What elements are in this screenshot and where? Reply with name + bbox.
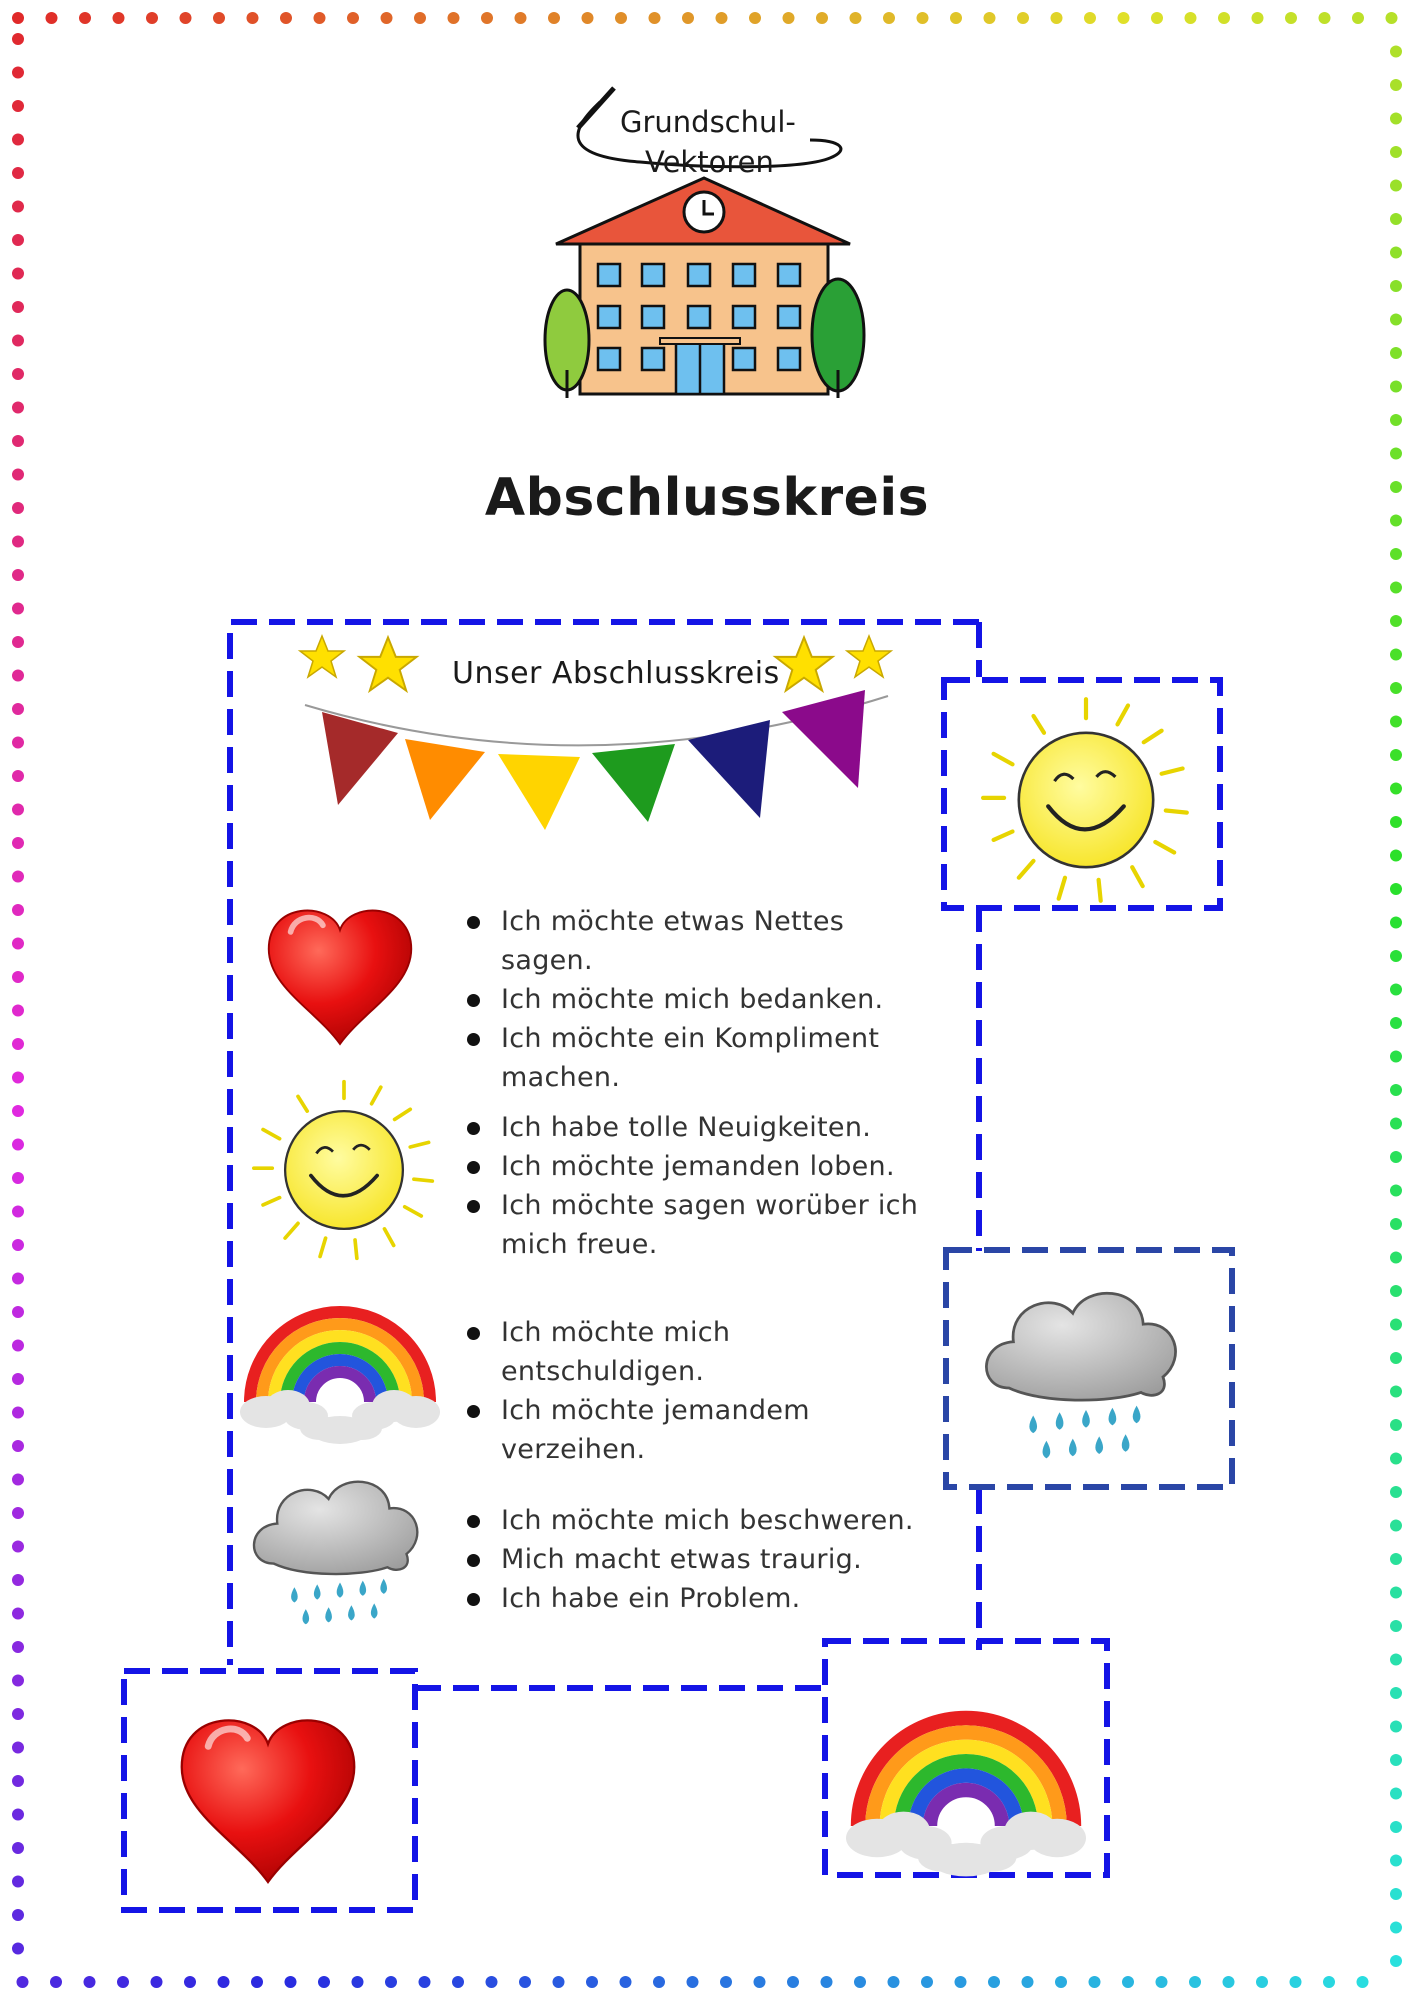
border-dot	[586, 1976, 598, 1988]
border-dot	[1390, 1587, 1402, 1599]
border-dot	[1084, 12, 1096, 24]
border-dot	[1323, 1976, 1335, 1988]
border-dot	[1390, 950, 1402, 962]
border-dot	[84, 1976, 96, 1988]
border-dot	[385, 1976, 397, 1988]
border-dot	[620, 1976, 632, 1988]
border-dot	[582, 12, 594, 24]
card-title: Unser Abschlusskreis	[452, 656, 780, 691]
border-dot	[12, 402, 24, 414]
border-dot	[146, 12, 158, 24]
border-dot	[519, 1976, 531, 1988]
border-dot	[12, 1440, 24, 1452]
border-dot	[649, 12, 661, 24]
border-dot	[1218, 12, 1230, 24]
list-item: Ich möchte etwas Nettes sagen.	[467, 902, 937, 980]
border-dot	[1390, 984, 1402, 996]
border-dot	[12, 1943, 24, 1955]
border-dot	[1185, 12, 1197, 24]
border-dot	[1017, 12, 1029, 24]
border-dot	[12, 1273, 24, 1285]
border-dot	[615, 12, 627, 24]
border-dot	[1256, 1976, 1268, 1988]
border-dot	[1051, 12, 1063, 24]
border-dot	[17, 1976, 29, 1988]
border-dot	[888, 1976, 900, 1988]
border-dot	[1390, 548, 1402, 560]
border-dot	[653, 1976, 665, 1988]
border-dot	[1223, 1976, 1235, 1988]
border-dot	[955, 1976, 967, 1988]
border-dot	[1390, 1620, 1402, 1632]
border-dot	[1386, 12, 1398, 24]
border-dot	[950, 12, 962, 24]
border-dot	[1390, 1453, 1402, 1465]
border-dot	[921, 1976, 933, 1988]
border-dot	[1390, 1754, 1402, 1766]
pennant-flag	[592, 744, 675, 822]
border-dot	[1122, 1976, 1134, 1988]
border-dot	[1390, 1553, 1402, 1565]
pennant-flag	[782, 690, 865, 788]
border-dot	[1390, 682, 1402, 694]
border-dot	[1390, 247, 1402, 259]
border-dot	[50, 1976, 62, 1988]
border-dot	[12, 12, 24, 24]
border-dot	[1390, 448, 1402, 460]
border-dot	[12, 1373, 24, 1385]
star-icon	[300, 636, 344, 677]
border-dot	[12, 1239, 24, 1251]
list-item: Ich möchte sagen worüber ich mich freue.	[467, 1186, 937, 1264]
list-item: Ich habe ein Problem.	[467, 1579, 937, 1618]
border-dot	[247, 12, 259, 24]
border-dot	[1390, 917, 1402, 929]
border-dot	[12, 1775, 24, 1787]
border-dot	[1390, 1821, 1402, 1833]
border-dot	[12, 301, 24, 313]
heart-icon	[182, 1720, 355, 1882]
border-dot	[1390, 146, 1402, 158]
border-dot	[749, 12, 761, 24]
border-dot	[1390, 46, 1402, 58]
border-dot	[12, 100, 24, 112]
list-item: Ich möchte ein Kompliment machen.	[467, 1019, 937, 1097]
border-dot	[486, 1976, 498, 1988]
border-dot	[821, 1976, 833, 1988]
border-dot	[151, 1976, 163, 1988]
border-dot	[12, 134, 24, 146]
border-dot	[12, 1909, 24, 1921]
border-dot	[988, 1976, 1000, 1988]
border-dot	[12, 1574, 24, 1586]
border-dot	[12, 904, 24, 916]
border-dot	[854, 1976, 866, 1988]
border-dot	[184, 1976, 196, 1988]
border-dot	[1390, 1185, 1402, 1197]
border-dot	[1151, 12, 1163, 24]
border-dot	[12, 1038, 24, 1050]
border-dot	[12, 603, 24, 615]
border-dot	[12, 1474, 24, 1486]
border-dot	[1390, 1252, 1402, 1264]
border-dot	[79, 12, 91, 24]
border-dot	[314, 12, 326, 24]
border-dot	[12, 201, 24, 213]
border-dot	[1357, 1976, 1369, 1988]
border-dot	[1390, 1922, 1402, 1934]
list-item: Ich möchte mich entschuldigen.	[467, 1313, 937, 1391]
pennant-flag	[498, 754, 580, 830]
border-dot	[12, 1072, 24, 1084]
border-dot	[1390, 649, 1402, 661]
border-dot	[12, 368, 24, 380]
border-dot	[318, 1976, 330, 1988]
border-dot	[1390, 1486, 1402, 1498]
border-dot	[1022, 1976, 1034, 1988]
border-dot	[1390, 850, 1402, 862]
border-dot	[12, 268, 24, 280]
border-dot	[1352, 12, 1364, 24]
border-dot	[1390, 783, 1402, 795]
border-dot	[12, 837, 24, 849]
border-dot	[1290, 1976, 1302, 1988]
border-dot	[347, 12, 359, 24]
rain-cloud-icon	[986, 1293, 1175, 1458]
border-dot	[12, 871, 24, 883]
border-dot	[452, 1976, 464, 1988]
border-dot	[1285, 12, 1297, 24]
cloud-statements-list	[467, 1501, 937, 1618]
border-dot	[213, 12, 225, 24]
border-dot	[12, 1876, 24, 1888]
page-title: Abschlusskreis	[484, 468, 930, 528]
border-dot	[12, 703, 24, 715]
border-dot	[12, 1407, 24, 1419]
border-dot	[12, 569, 24, 581]
star-icon	[359, 637, 416, 690]
border-dot	[448, 12, 460, 24]
border-dot	[12, 1541, 24, 1553]
border-dot	[1156, 1976, 1168, 1988]
border-dot	[12, 804, 24, 816]
border-dot	[984, 12, 996, 24]
border-dot	[12, 1675, 24, 1687]
border-dot	[12, 536, 24, 548]
border-dot	[1390, 213, 1402, 225]
border-dot	[682, 12, 694, 24]
border-dot	[687, 1976, 699, 1988]
border-dot	[12, 971, 24, 983]
border-dot	[1390, 1386, 1402, 1398]
border-dot	[12, 1507, 24, 1519]
border-dot	[12, 1206, 24, 1218]
border-dot	[754, 1976, 766, 1988]
heart-icon	[269, 911, 412, 1044]
border-dot	[1390, 883, 1402, 895]
border-dot	[1390, 1520, 1402, 1532]
border-dot	[553, 1976, 565, 1988]
border-dot	[12, 938, 24, 950]
border-dot	[12, 1809, 24, 1821]
border-dot	[1390, 716, 1402, 728]
border-dot	[117, 1976, 129, 1988]
border-dot	[12, 1005, 24, 1017]
star-icon	[775, 637, 832, 690]
border-dot	[1390, 1218, 1402, 1230]
border-dot	[46, 12, 58, 24]
border-dot	[1390, 1955, 1402, 1967]
pennant-flag	[405, 739, 485, 820]
border-dot	[548, 12, 560, 24]
border-dot	[1390, 1319, 1402, 1331]
border-dot	[285, 1976, 297, 1988]
border-dot	[515, 12, 527, 24]
border-dot	[352, 1976, 364, 1988]
border-dot	[1118, 12, 1130, 24]
bunting-garland	[322, 690, 865, 830]
border-dot	[1189, 1976, 1201, 1988]
border-dot	[883, 12, 895, 24]
border-dot	[12, 335, 24, 347]
border-dot	[787, 1976, 799, 1988]
border-dot	[1390, 113, 1402, 125]
border-dot	[12, 636, 24, 648]
border-dot	[716, 12, 728, 24]
border-dot	[12, 33, 24, 45]
border-dot	[12, 1306, 24, 1318]
border-dot	[783, 12, 795, 24]
list-item: Ich möchte mich beschweren.	[467, 1501, 937, 1540]
border-dot	[12, 1641, 24, 1653]
border-dot	[12, 770, 24, 782]
list-item: Ich möchte mich bedanken.	[467, 980, 937, 1019]
border-dot	[280, 12, 292, 24]
border-dot	[12, 737, 24, 749]
border-dot	[414, 12, 426, 24]
border-dot	[12, 1139, 24, 1151]
list-item: Mich macht etwas traurig.	[467, 1540, 937, 1579]
border-dot	[1390, 1888, 1402, 1900]
logo-text-line1: Grundschul-	[620, 105, 796, 139]
border-dot	[1390, 1419, 1402, 1431]
border-dot	[1390, 1118, 1402, 1130]
border-dot	[1390, 414, 1402, 426]
border-dot	[1390, 180, 1402, 192]
heart-statements-list	[467, 902, 937, 1097]
border-dot	[1390, 1017, 1402, 1029]
border-dot	[381, 12, 393, 24]
sun-statements-list	[467, 1108, 937, 1264]
border-dot	[1390, 1721, 1402, 1733]
border-dot	[218, 1976, 230, 1988]
border-dot	[850, 12, 862, 24]
rainbow-icon	[240, 1312, 440, 1444]
pennant-flag	[688, 720, 770, 818]
border-dot	[12, 1742, 24, 1754]
border-dot	[12, 1608, 24, 1620]
rainbow-icon	[846, 1718, 1086, 1876]
border-dot	[12, 1172, 24, 1184]
border-dot	[12, 167, 24, 179]
border-dot	[1319, 12, 1331, 24]
border-dot	[1055, 1976, 1067, 1988]
border-dot	[251, 1976, 263, 1988]
border-dot	[1390, 1855, 1402, 1867]
border-dot	[12, 67, 24, 79]
border-dot	[1390, 582, 1402, 594]
border-dot	[12, 670, 24, 682]
border-dot	[180, 12, 192, 24]
border-dot	[481, 12, 493, 24]
border-dot	[12, 234, 24, 246]
border-dot	[12, 1708, 24, 1720]
logo-text-line2: Vektoren	[645, 145, 774, 179]
list-item: Ich habe tolle Neuigkeiten.	[467, 1108, 937, 1147]
border-dot	[1089, 1976, 1101, 1988]
border-dot	[1390, 1352, 1402, 1364]
border-dot	[1390, 749, 1402, 761]
border-dot	[113, 12, 125, 24]
border-dot	[1390, 1788, 1402, 1800]
star-icon	[847, 636, 891, 677]
border-dot	[816, 12, 828, 24]
border-dot	[1390, 816, 1402, 828]
border-dot	[1390, 314, 1402, 326]
border-dot	[1390, 1084, 1402, 1096]
border-dot	[1252, 12, 1264, 24]
border-dot	[917, 12, 929, 24]
border-dot	[419, 1976, 431, 1988]
border-dot	[1390, 347, 1402, 359]
rainbow-statements-list	[467, 1313, 937, 1469]
pen-icon	[578, 88, 614, 128]
list-item: Ich möchte jemanden loben.	[467, 1147, 937, 1186]
border-dot	[12, 435, 24, 447]
list-item: Ich möchte jemandem verzeihen.	[467, 1391, 937, 1469]
border-dot	[1390, 1285, 1402, 1297]
border-dot	[1390, 1687, 1402, 1699]
border-dot	[1390, 615, 1402, 627]
border-dot	[1390, 381, 1402, 393]
sun-icon	[254, 1082, 432, 1259]
sun-icon	[983, 699, 1187, 901]
border-dot	[720, 1976, 732, 1988]
rain-cloud-icon	[254, 1482, 417, 1625]
border-dot	[1390, 1654, 1402, 1666]
border-dot	[1390, 1051, 1402, 1063]
border-dot	[12, 1842, 24, 1854]
border-dot	[1390, 79, 1402, 91]
border-dot	[1390, 1151, 1402, 1163]
border-dot	[12, 1340, 24, 1352]
border-dot	[12, 1105, 24, 1117]
border-dot	[1390, 280, 1402, 292]
